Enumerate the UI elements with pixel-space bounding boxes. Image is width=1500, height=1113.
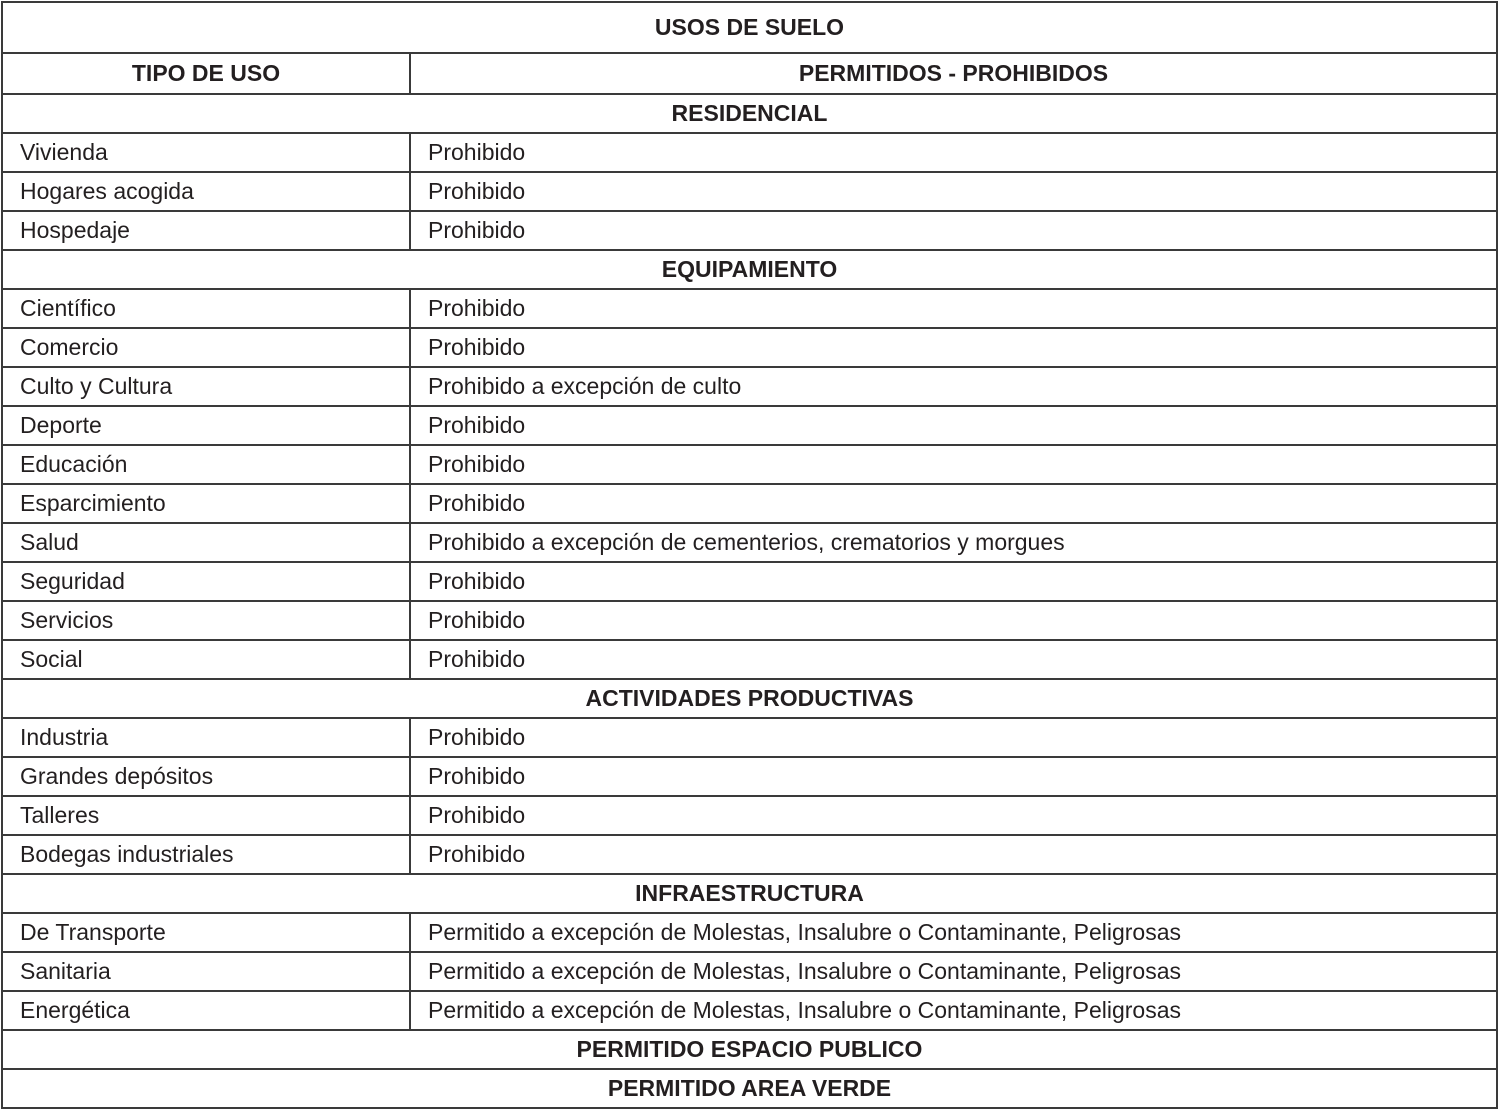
use-type-cell: Culto y Cultura: [2, 367, 410, 406]
table-row: [2, 952, 1497, 991]
permission-cell: Prohibido: [410, 718, 1497, 757]
section-heading: EQUIPAMIENTO: [2, 250, 1497, 289]
use-type-cell: Social: [2, 640, 410, 679]
header-permitidos-prohibidos: PERMITIDOS - PROHIBIDOS: [410, 53, 1497, 94]
use-type-cell: Bodegas industriales: [2, 835, 410, 874]
use-type-cell: Salud: [2, 523, 410, 562]
use-type-cell: Científico: [2, 289, 410, 328]
table-row: [2, 562, 1497, 601]
table-row: [2, 601, 1497, 640]
permission-cell: Prohibido: [410, 757, 1497, 796]
table-row: [2, 757, 1497, 796]
permission-cell: Prohibido: [410, 640, 1497, 679]
section-heading: INFRAESTRUCTURA: [2, 874, 1497, 913]
permission-cell: Prohibido a excepción de cementerios, crematorios y morgues: [410, 523, 1497, 562]
table-row: [2, 835, 1497, 874]
permission-cell: Prohibido: [410, 133, 1497, 172]
permission-cell: Permitido a excepción de Molestas, Insalubre o Contaminante, Peligrosas: [410, 952, 1497, 991]
table-row: [2, 640, 1497, 679]
use-type-cell: Esparcimiento: [2, 484, 410, 523]
use-type-cell: De Transporte: [2, 913, 410, 952]
table-row: [2, 991, 1497, 1030]
section-heading: ACTIVIDADES PRODUCTIVAS: [2, 679, 1497, 718]
use-type-cell: Comercio: [2, 328, 410, 367]
use-type-cell: Sanitaria: [2, 952, 410, 991]
permission-cell: Prohibido a excepción de culto: [410, 367, 1497, 406]
permission-cell: Prohibido: [410, 835, 1497, 874]
section-row: [2, 874, 1497, 913]
section-row: [2, 94, 1497, 133]
table-row: [2, 445, 1497, 484]
table-row: [2, 289, 1497, 328]
table-row: [2, 913, 1497, 952]
use-type-cell: Industria: [2, 718, 410, 757]
permission-cell: Prohibido: [410, 289, 1497, 328]
section-heading: RESIDENCIAL: [2, 94, 1497, 133]
section-heading: PERMITIDO ESPACIO PUBLICO: [2, 1030, 1497, 1069]
permission-cell: Prohibido: [410, 406, 1497, 445]
title-row: [2, 2, 1497, 53]
land-use-table: [1, 1, 1498, 1109]
section-heading: PERMITIDO AREA VERDE: [2, 1069, 1497, 1108]
table-row: [2, 172, 1497, 211]
permission-cell: Prohibido: [410, 562, 1497, 601]
section-row: [2, 1030, 1497, 1069]
table-row: [2, 367, 1497, 406]
permission-cell: Prohibido: [410, 211, 1497, 250]
permission-cell: Prohibido: [410, 796, 1497, 835]
header-row: [2, 53, 1497, 94]
table-row: [2, 328, 1497, 367]
use-type-cell: Seguridad: [2, 562, 410, 601]
use-type-cell: Grandes depósitos: [2, 757, 410, 796]
section-row: [2, 250, 1497, 289]
table-row: [2, 406, 1497, 445]
section-row: [2, 679, 1497, 718]
permission-cell: Prohibido: [410, 328, 1497, 367]
permission-cell: Prohibido: [410, 172, 1497, 211]
use-type-cell: Hogares acogida: [2, 172, 410, 211]
use-type-cell: Deporte: [2, 406, 410, 445]
permission-cell: Prohibido: [410, 484, 1497, 523]
table-row: [2, 523, 1497, 562]
section-row: [2, 1069, 1497, 1108]
table-row: [2, 211, 1497, 250]
permission-cell: Permitido a excepción de Molestas, Insalubre o Contaminante, Peligrosas: [410, 913, 1497, 952]
permission-cell: Prohibido: [410, 445, 1497, 484]
header-tipo-de-uso: TIPO DE USO: [2, 53, 410, 94]
permission-cell: Prohibido: [410, 601, 1497, 640]
use-type-cell: Energética: [2, 991, 410, 1030]
table-row: [2, 484, 1497, 523]
use-type-cell: Servicios: [2, 601, 410, 640]
table-row: [2, 796, 1497, 835]
table-row: [2, 133, 1497, 172]
permission-cell: Permitido a excepción de Molestas, Insalubre o Contaminante, Peligrosas: [410, 991, 1497, 1030]
use-type-cell: Educación: [2, 445, 410, 484]
use-type-cell: Hospedaje: [2, 211, 410, 250]
use-type-cell: Vivienda: [2, 133, 410, 172]
use-type-cell: Talleres: [2, 796, 410, 835]
table-title: USOS DE SUELO: [2, 2, 1497, 53]
table-row: [2, 718, 1497, 757]
